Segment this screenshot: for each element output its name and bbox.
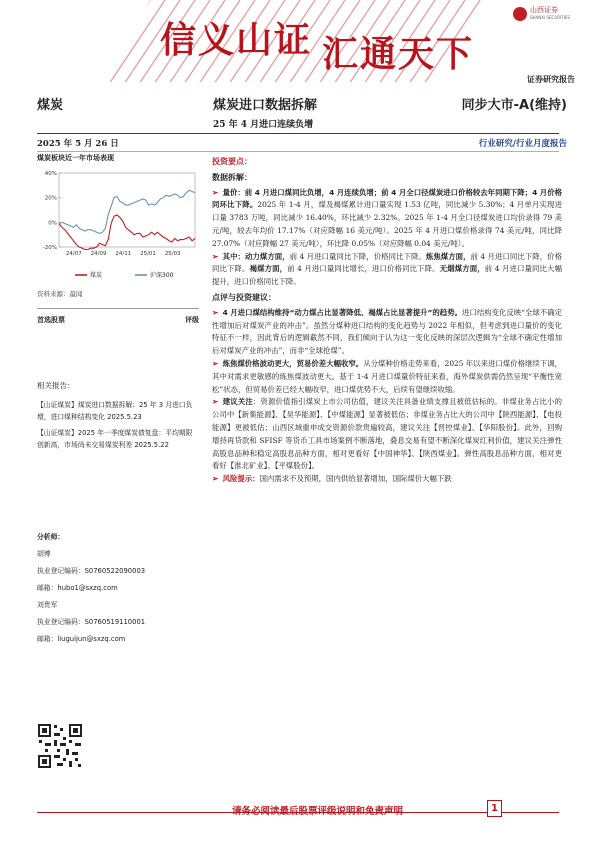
stock-picks-header	[37, 315, 199, 325]
y-tick-label: 0%	[48, 220, 57, 227]
logo-name-cn: 山西证券	[530, 6, 558, 14]
main-content	[212, 153, 562, 486]
x-tick-label: 25/01	[140, 251, 156, 257]
report-type: 证券研究报告	[527, 75, 575, 84]
date-divider	[37, 151, 559, 152]
analyst-cert: 执业登记编码：S0760519110001	[37, 618, 146, 626]
bullet-arrow-icon: ➢	[212, 251, 219, 261]
paragraph-volume-price	[212, 187, 562, 251]
title-divider	[37, 133, 559, 134]
brand-slogan: 信义山证 汇通天下	[160, 19, 475, 75]
report-subtitle: 25 年 4 月进口连续负增	[213, 120, 314, 130]
paragraph-structure: ➢ 4 月进口煤结构维持“动力煤占比显著降低、褐煤占比显著提升”的趋势。进口结构变化反映“全球不确定性增加后对煤炭产业的冲击”。虽然分煤种进口结构的变化趋势与 2022 年相似，但考虑到进口量价的变化特征不一样，因此背后的逻辑截然不同，我们倾向于认为这一变化反映的深层次逻辑为“全球不确定性增加后对煤炭产业的冲击”，而非“全球抢煤”。	[212, 307, 562, 356]
paragraph-text: 2025 年 1-4 月，煤及褐煤累计进口量实现 1.53 亿吨，同比减少 5.30%；4 月单月实现进口量 3783 万吨，同比减少 16.40%，环比减少 2.32%。2025 年 1-4 月全口径煤炭进口均价录得 79 美元/吨，较去年均价 17.17%（对应降幅 16 美元/吨）。2025 年 4 月进口煤价格录得 74 美元/吨，同比降 27.07%（对应降幅 27 美元/吨），环比降 0.05%（对应降幅 0.04 美元/吨）。	[212, 200, 562, 248]
analyst-name: 刘贵军	[37, 601, 58, 609]
page-number: 1	[487, 800, 502, 817]
performance-chart-svg	[37, 167, 199, 285]
comment-heading: 点评与投资建议：	[212, 292, 276, 302]
qr-code	[37, 723, 83, 769]
y-tick-label: 40%	[44, 171, 57, 177]
bullet-arrow-icon: ➢	[212, 474, 219, 484]
x-tick-label: 25/03	[164, 251, 181, 257]
report-date: 2025 年 5 月 26 日	[37, 139, 119, 149]
performance-chart	[37, 167, 199, 285]
data-breakdown-heading: 数据拆解：	[212, 172, 252, 182]
analysts-title: 分析师：	[37, 533, 65, 541]
paragraph-coking-coal: ➢ 炼焦煤价格波动更大，贸易价差大幅收窄。从分煤种价格走势来看，2025 年以来进口煤价格继续下调，其中对需求更敏感的炼焦煤波动更大。基于 1-4 月进口煤量价特征来看，海外煤炭供需仍然呈现“平衡性宽松”状态，但贸易价差已经大幅收窄，进口煤优势不大，后续有望继续收缩。	[212, 358, 562, 394]
chart-source: 资料来源：最闻	[37, 290, 83, 298]
stock-picks-title: 首选股票	[37, 316, 65, 324]
bullet-arrow-icon: ➢	[212, 358, 219, 368]
bullet-arrow-icon: ➢	[212, 307, 219, 317]
y-tick-label: -20%	[42, 245, 57, 251]
paragraph-lead: 量价：前 4 月进口煤同比负增，4 月连续负增；前 4 月全口径煤炭进口价格较去年同期下降；4 月价格同环比下降。	[212, 187, 562, 210]
analyst-name: 胡博	[37, 550, 51, 558]
footer-disclaimer[interactable]: 请务必阅读最后股票评级说明和免责声明	[232, 806, 404, 817]
series-line-hs300	[59, 190, 195, 233]
x-tick-label: 24/11	[115, 251, 132, 257]
analysts-block	[37, 529, 199, 648]
paragraph-coal-types: ➢ 其中：动力煤方面，前 4 月进口量同比下降，价格同比下降。炼焦煤方面，前 4 月进口同比下降，价格同比下降。褐煤方面，前 4 月进口量同比增长，进口价格同比下降。无烟煤方面，前 4 月进口量同比大幅提升，进口价格同比下降。	[212, 251, 562, 287]
stock-picks-rating: 评级	[185, 316, 199, 324]
left-sidebar	[37, 153, 199, 325]
analyst-email[interactable]: 邮箱：hubo1@sxzq.com	[37, 584, 118, 592]
chart-caption: 煤炭板块近一年市场表现	[37, 154, 114, 162]
company-logo	[513, 6, 570, 22]
report-category: 行业研究/行业月度报告	[478, 139, 567, 149]
legend-label: 沪深300	[150, 272, 174, 279]
related-report-link[interactable]: 【山证煤炭】煤炭进口数据拆解：25 年 3 月进口负增，进口煤种结构变化 2025.5.23	[37, 401, 193, 421]
logo-icon	[513, 7, 527, 21]
x-tick-label: 24/07	[65, 251, 82, 257]
x-tick-label: 24/09	[90, 251, 107, 257]
analyst-cert: 执业登记编码：S0760522090003	[37, 567, 146, 575]
related-reports-title: 相关报告：	[37, 381, 75, 390]
series-line-coal	[59, 215, 195, 250]
logo-name-en: SHANXI SECURITIES	[530, 15, 570, 20]
industry-rating: 同步大市-A(维持)	[461, 98, 567, 113]
analyst-email[interactable]: 邮箱：liuguijun@sxzq.com	[37, 635, 126, 643]
key-points-heading: 投资要点：	[212, 157, 252, 166]
y-tick-label: 20%	[44, 195, 57, 202]
paragraph-risk: ➢ 风险提示：国内需求不及预期，国内供给显著增加，国际煤价大幅下跌	[212, 474, 452, 484]
related-report-link[interactable]: 【山证煤炭】2025 年一季度煤炭债复盘：平均期限创新高，市场尚未交易煤炭利差 2025.5.22	[37, 429, 193, 449]
related-reports	[37, 380, 199, 455]
sidebar-divider	[37, 308, 199, 309]
page-header	[0, 0, 595, 90]
bullet-arrow-icon: ➢	[212, 397, 219, 407]
industry-label: 煤炭	[37, 98, 64, 113]
chart-plot-frame	[59, 173, 195, 247]
bullet-arrow-icon: ➢	[212, 187, 219, 197]
report-title: 煤炭进口数据拆解	[213, 98, 318, 113]
paragraph-recommendation: ➢ 建议关注：资源价值指引煤炭上市公司估值，建议关注具备业绩支撑且被低估标的。非煤业务占比小的公司中【新集能源】、【昊华能源】、【中煤能源】显著被低估；非煤业务占比大的公司中【陕西能源】、【电投能源】更被低估；山西区域重申成交资源价款贵遍较高，建议关注【晋控煤业】、【华阳股份】。此外，回购增持再贷款和 SFISF 等货币工具市场案例不断落地，叠息交易有望不断深化煤炭红利价值，建议关注弹性高股息品种和稳定高股息品种方面，相对更看好【中国神华】、【陕西煤业】。弹性高股息品种方面，相对更看好【淮北矿业】、【平煤股份】。	[212, 397, 562, 471]
legend-label: 煤炭	[90, 272, 103, 279]
